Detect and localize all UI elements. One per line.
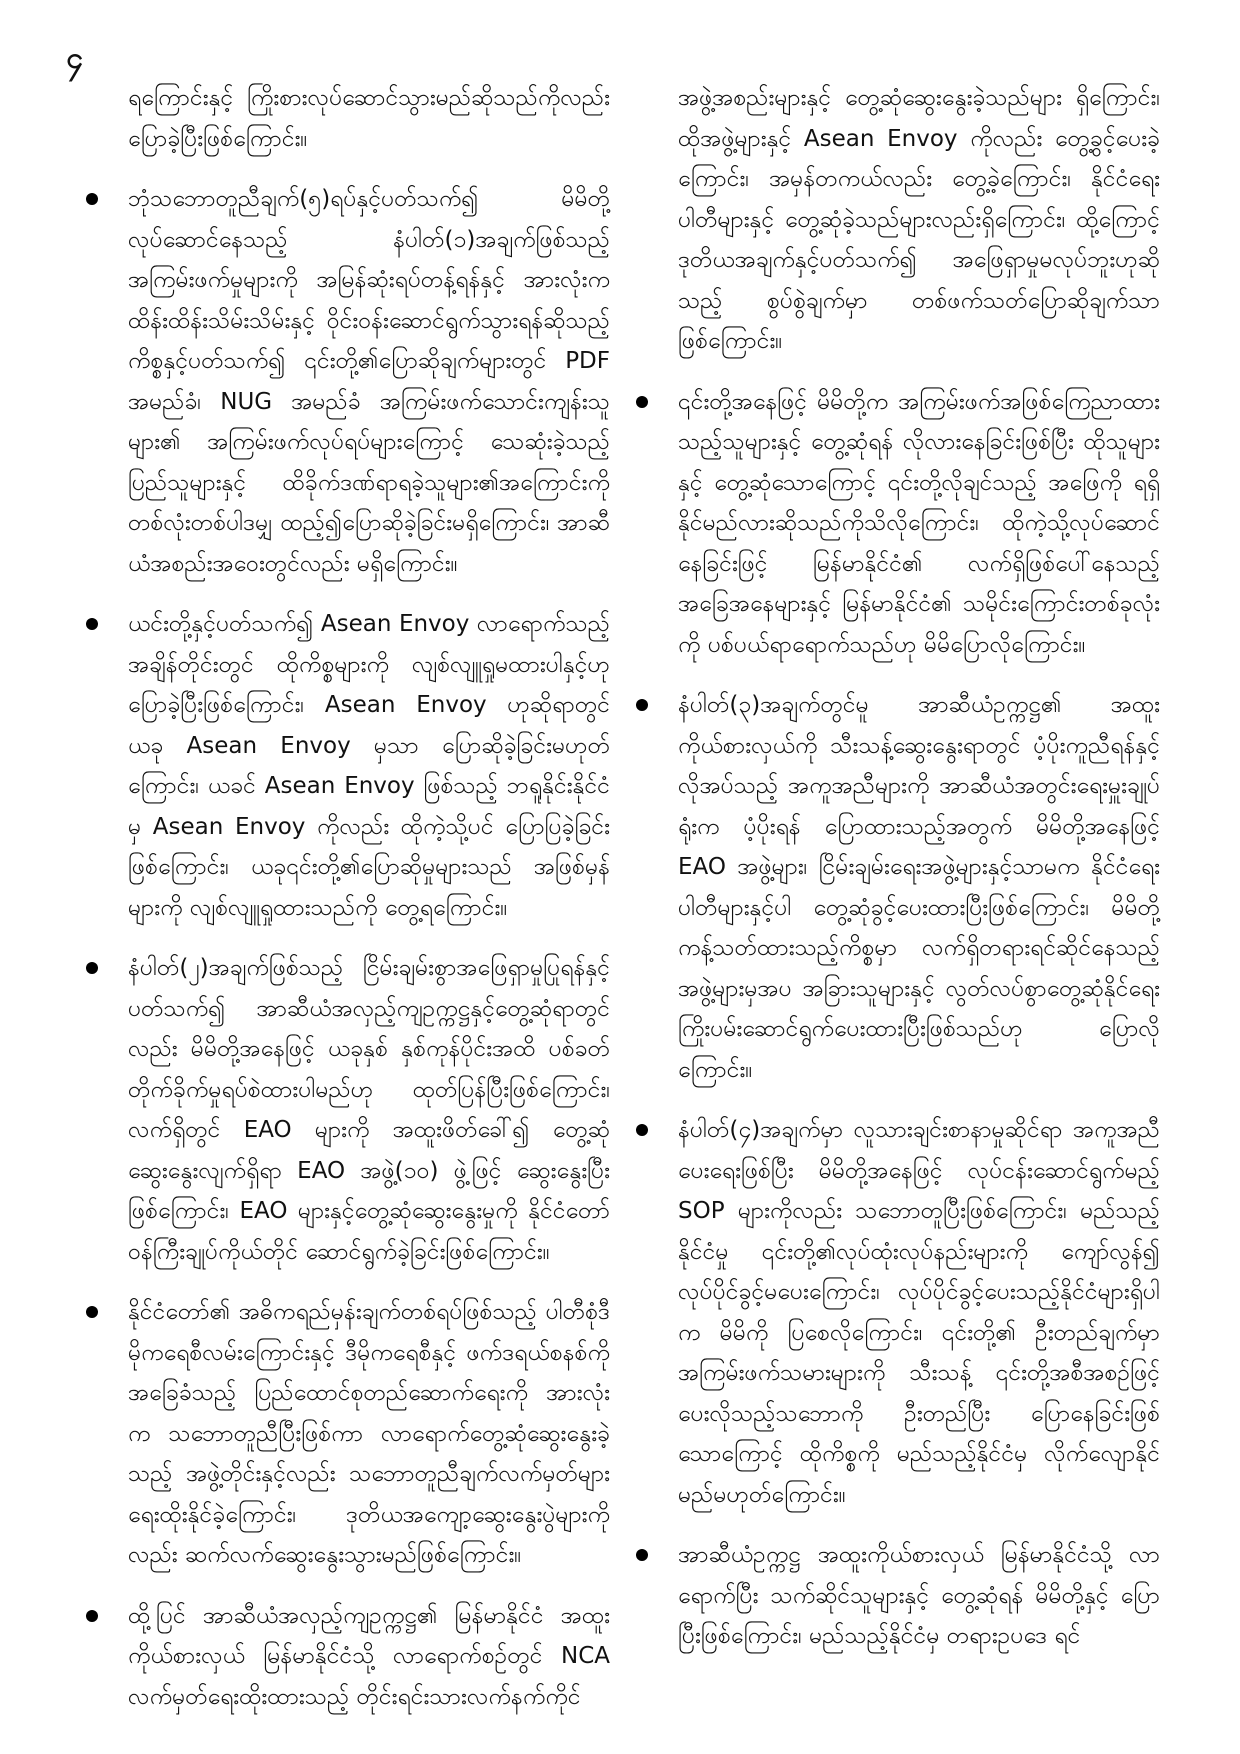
paragraph-text: နံပါတ်(၃)အချက်တွင်မူ အာဆီယံဥက္ကဋ္ဌ၏ အထူးကိုယ်စားလှယ်ကို သီးသန့်ဆွေးနွေးရာတွင် ပံ့ပိုးကူညီရန်နှင့် လိုအပ်သည့် အကူအညီများကို အာဆီယံအတွင်းရေးမှူးချုပ်ရုံးက ပံ့ပိုးရန် ပြောထားသည့်အတွက် မိမိတို့အနေဖြင့် EAO အဖွဲ့များ၊ ငြိမ်းချမ်းရေးအဖွဲ့များနှင့်သာမက နိုင်ငံရေးပါတီများနှင့်ပါ တွေ့ဆုံခွင့်ပေးထားပြီးဖြစ်ကြောင်း၊ မိမိတို့ကန့်သတ်ထားသည့်ကိစ္စမှာ လက်ရှိတရားရင်ဆိုင်နေသည့် အဖွဲ့များမှအပ အခြားသူများနှင့် လွတ်လပ်စွာတွေ့ဆုံနိုင်ရေး ကြိုးပမ်းဆောင်ရွက်ပေးထားပြီးဖြစ်သည်ဟု ပြောလိုကြောင်း။ — [678, 692, 1160, 1083]
bullet-icon — [86, 618, 98, 630]
bullet-icon — [86, 193, 98, 205]
bullet-item — [636, 382, 1160, 666]
bullet-item — [636, 685, 1160, 1090]
page-number: ၄ — [66, 41, 83, 76]
bullet-icon — [86, 962, 98, 974]
bullet-item — [636, 1535, 1160, 1657]
bullet-item — [86, 948, 610, 1272]
paragraph-text: နံပါတ်(၂)အချက်ဖြစ်သည့် ငြိမ်းချမ်းစွာအဖြေရှာမှုပြုရန်နှင့်ပတ်သက်၍ အာဆီယံအလှည့်ကျဥက္ကဋ္ဌနှင့်တွေ့ဆုံရာတွင်လည်း မိမိတို့အနေဖြင့် ယခုနှစ် နှစ်ကုန်ပိုင်းအထိ ပစ်ခတ်တိုက်ခိုက်မှုရပ်စဲထားပါမည်ဟု ထုတ်ပြန်ပြီးဖြစ်ကြောင်း၊ လက်ရှိတွင် EAO များကို အထူးဖိတ်ခေါ်၍ တွေ့ဆုံဆွေးနွေးလျက်ရှိရာ EAO အဖွဲ့(၁၀) ဖွဲ့ဖြင့် ဆွေးနွေးပြီးဖြစ်ကြောင်း၊ EAO များနှင့်တွေ့ဆုံဆွေးနွေးမှုကို နိုင်ငံတော်ဝန်ကြီးချုပ်ကိုယ်တိုင် ဆောင်ရွက်ခဲ့ခြင်းဖြစ်ကြောင်း။ — [128, 955, 610, 1265]
paragraph-text: ယင်းတို့နှင့်ပတ်သက်၍ Asean Envoy လာရောက်သည့်အချိန်တိုင်းတွင် ထိုကိစ္စများကို လျစ်လျူရှုမထားပါနှင့်ဟု ပြောခဲ့ပြီးဖြစ်ကြောင်း၊ Asean Envoy ဟုဆိုရာတွင် ယခု Asean Envoy မှသာ ပြောဆိုခဲ့ခြင်းမဟုတ်ကြောင်း၊ ယခင် Asean Envoy ဖြစ်သည့် ဘရူနိုင်းနိုင်ငံမှ Asean Envoy ကိုလည်း ထိုကဲ့သို့ပင် ပြောပြခဲ့ခြင်းဖြစ်ကြောင်း၊ ယခု၎င်းတို့၏ပြောဆိုမှုများသည် အဖြစ်မှန်များကို လျစ်လျူရှုထားသည်ကို တွေ့ရကြောင်း။ — [128, 611, 610, 921]
paragraph — [86, 78, 610, 159]
paragraph-text: ရကြောင်းနှင့် ကြိုးစားလုပ်ဆောင်သွားမည်ဆိုသည်ကိုလည်း ပြောခဲ့ပြီးဖြစ်ကြောင်း။ — [128, 85, 610, 152]
bullet-item — [86, 1292, 610, 1576]
bullet-item — [86, 604, 610, 928]
paragraph-text: နံပါတ်(၄)အချက်မှာ လူသားချင်းစာနာမှုဆိုင်ရာ အကူအညီပေးရေးဖြစ်ပြီး မိမိတို့အနေဖြင့် လုပ်ငန်းဆောင်ရွက်မည့် SOP များကိုလည်း သဘောတူပြီးဖြစ်ကြောင်း၊ မည်သည့်နိုင်ငံမှု ၎င်းတို့၏လုပ်ထုံးလုပ်နည်းများကို ကျော်လွန်၍ လုပ်ပိုင်ခွင့်မပေးကြောင်း၊ လုပ်ပိုင်ခွင့်ပေးသည့်နိုင်ငံများရှိပါက မိမိကို ပြစေလိုကြောင်း၊ ၎င်းတို့၏ ဦးတည်ချက်မှာ အကြမ်းဖက်သမားများကို သီးသန့် ၎င်းတို့အစီအစဉ်ဖြင့် ပေးလိုသည့်သဘောကို ဦးတည်ပြီး ပြောနေခြင်းဖြစ်သောကြောင့် ထိုကိစ္စကို မည်သည့်နိုင်ငံမှ လိုက်လျောနိုင်မည်မဟုတ်ကြောင်း။ — [678, 1117, 1160, 1508]
bullet-item — [636, 1110, 1160, 1515]
paragraph-text: အဖွဲ့အစည်းများနှင့် တွေ့ဆုံဆွေးနွေးခဲ့သည်များ ရှိကြောင်း၊ ထိုအဖွဲ့များနှင့် Asean Envoy ကိုလည်း တွေ့ခွင့်ပေးခဲ့ကြောင်း၊ အမှန်တကယ်လည်း တွေ့ခဲ့ကြောင်း၊ နိုင်ငံရေးပါတီများနှင့် တွေ့ဆုံခဲ့သည်များလည်းရှိကြောင်း၊ ထို့ကြောင့် ဒုတိယအချက်နှင့်ပတ်သက်၍ အဖြေရှာမှုမလုပ်ဘူးဟုဆိုသည့် စွပ်စွဲချက်မှာ တစ်ဖက်သတ်ပြောဆိုချက်သာ ဖြစ်ကြောင်း။ — [678, 85, 1160, 354]
paragraph-text: နိုင်ငံတော်၏ အဓိကရည်မှန်းချက်တစ်ရပ်ဖြစ်သည့် ပါတီစုံဒီမိုကရေစီလမ်းကြောင်းနှင့် ဒီမိုကရေစီနှင့် ဖက်ဒရယ်စနစ်ကိုအခြေခံသည့် ပြည်ထောင်စုတည်ဆောက်ရေးကို အားလုံးက သဘောတူညီပြီးဖြစ်ကာ လာရောက်တွေ့ဆုံဆွေးနွေးခဲ့သည့် အဖွဲ့တိုင်းနှင့်လည်း သဘောတူညီချက်လက်မှတ်များရေးထိုးနိုင်ခဲ့ကြောင်း၊ ဒုတိယအကျော့ဆွေးနွေးပွဲများကိုလည်း ဆက်လက်ဆွေးနွေးသွားမည်ဖြစ်ကြောင်း။ — [128, 1299, 610, 1568]
bullet-icon — [636, 1549, 648, 1561]
bullet-icon — [86, 1610, 98, 1622]
paragraph-text: ၎င်းတို့အနေဖြင့် မိမိတို့က အကြမ်းဖက်အဖြစ်ကြေညာထားသည့်သူများနှင့် တွေ့ဆုံရန် လိုလားနေခြင်းဖြစ်ပြီး ထိုသူများနှင့် တွေ့ဆုံသောကြောင့် ၎င်းတို့လိုချင်သည့် အဖြေကို ရရှိနိုင်မည်လားဆိုသည်ကိုသိလိုကြောင်း၊ ထိုကဲ့သို့လုပ်ဆောင်နေခြင်းဖြင့် မြန်မာနိုင်ငံ၏ လက်ရှိဖြစ်ပေါ်နေသည့် အခြေအနေများနှင့် မြန်မာနိုင်ငံ၏ သမိုင်းကြောင်းတစ်ခုလုံးကို ပစ်ပယ်ရာရောက်သည်ဟု မိမိပြောလိုကြောင်း။ — [678, 388, 1160, 658]
bullet-item — [86, 1596, 610, 1718]
paragraph-text: ထို့ပြင် အာဆီယံအလှည့်ကျဥက္ကဋ္ဌ၏ မြန်မာနိုင်ငံ အထူးကိုယ်စားလှယ် မြန်မာနိုင်ငံသို့ လာရောက်စဉ်တွင် NCA လက်မှတ်ရေးထိုးထားသည့် တိုင်းရင်းသားလက်နက်ကိုင် — [128, 1602, 610, 1710]
paragraph-text: အာဆီယံဥက္ကဋ္ဌ အထူးကိုယ်စားလှယ် မြန်မာနိုင်ငံသို့ လာရောက်ပြီး သက်ဆိုင်သူများနှင့် တွေ့ဆုံရန် မိမိတို့နှင့် ပြောပြီးဖြစ်ကြောင်း၊ မည်သည့်နိုင်ငံမှ တရားဥပဒေ ရင် — [678, 1542, 1160, 1649]
bullet-item — [86, 179, 610, 584]
bullet-icon — [636, 396, 648, 408]
right-column — [636, 78, 1160, 1677]
bullet-icon — [636, 1124, 648, 1136]
paragraph — [636, 78, 1160, 362]
paragraph-text: ဘုံသဘောတူညီချက်(၅)ရပ်နှင့်ပတ်သက်၍ မိမိတို့လုပ်ဆောင်နေသည့် နံပါတ်(၁)အချက်ဖြစ်သည့် အကြမ်းဖက်မှုများကို အမြန်ဆုံးရပ်တန့်ရန်နှင့် အားလုံးက ထိန်းထိန်းသိမ်းသိမ်းနှင့် ဝိုင်းဝန်းဆောင်ရွက်သွားရန်ဆိုသည့် ကိစ္စနှင့်ပတ်သက်၍ ၎င်းတို့၏ပြောဆိုချက်များတွင် PDF အမည်ခံ၊ NUG အမည်ခံ အကြမ်းဖက်သောင်းကျန်းသူများ၏ အကြမ်းဖက်လုပ်ရပ်များကြောင့် သေဆုံးခဲ့သည့် ပြည်သူများနှင့် ထိခိုက်ဒဏ်ရာရခဲ့သူများ၏အကြောင်းကို တစ်လုံးတစ်ပါဒမျှ ထည့်၍ပြောဆိုခဲ့ခြင်းမရှိကြောင်း၊ အာဆီယံအစည်းအဝေးတွင်လည်း မရှိကြောင်း။ — [128, 186, 610, 577]
bullet-icon — [86, 1306, 98, 1318]
left-column — [86, 78, 610, 1737]
bullet-icon — [636, 699, 648, 711]
